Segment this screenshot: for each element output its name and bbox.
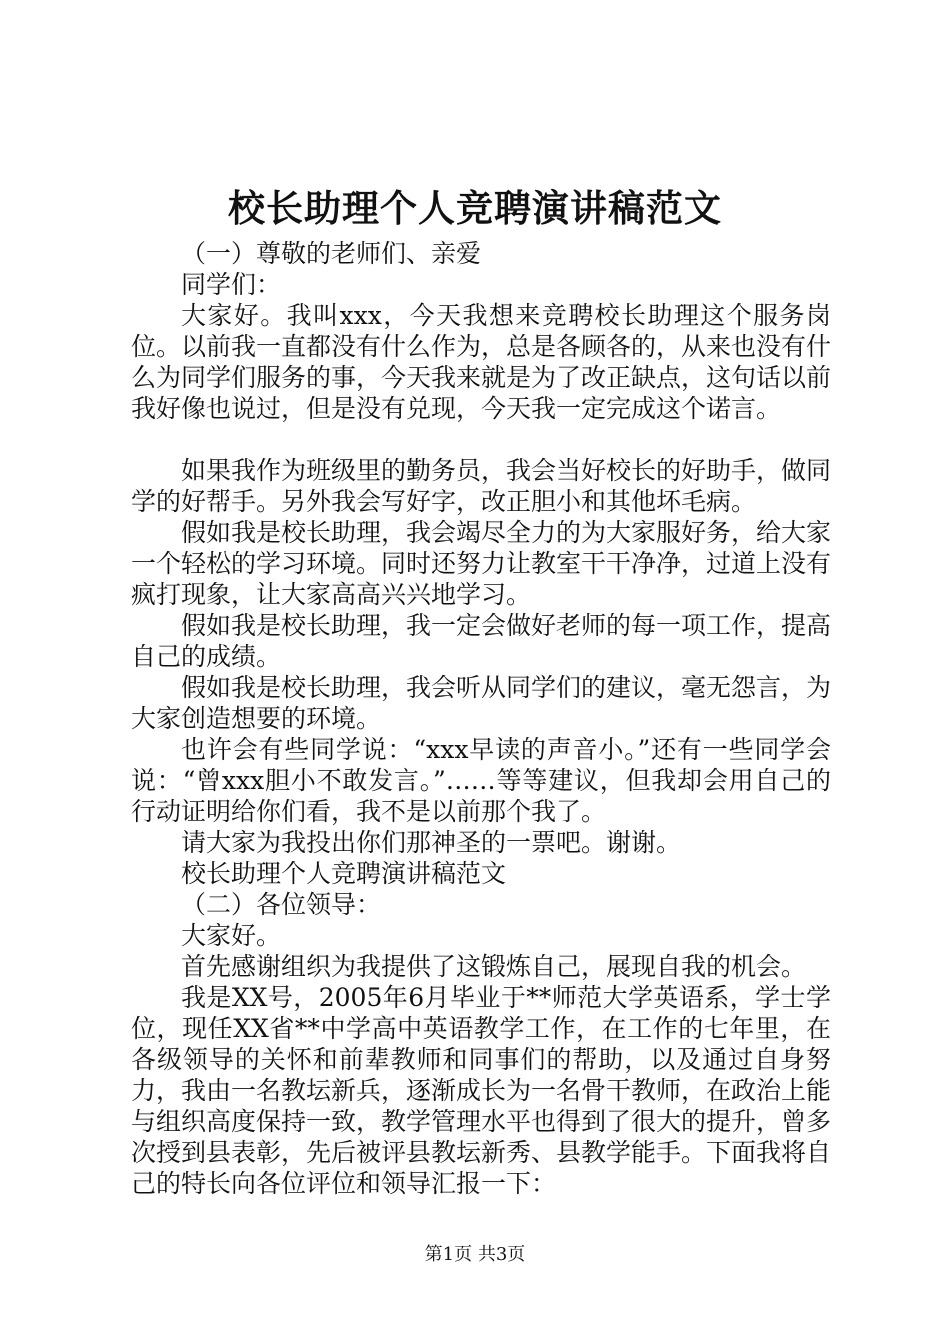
paragraph: 假如我是校长助理，我会竭尽全力的为大家服好务，给大家一个轻松的学习环境。同时还努力让教室干干净净，过道上没有疯打现象，让大家高高兴兴地学习。	[131, 518, 832, 609]
paragraph: 大家好。	[181, 921, 282, 950]
paragraph: 假如我是校长助理，我会听从同学们的建议，毫无怨言，为大家创造想要的环境。	[131, 673, 832, 733]
paragraph: 大家好。我叫xxx，今天我想来竞聘校长助理这个服务岗位。以前我一直都没有什么作为，总是各顾各的，从来也没有什么为同学们服务的事，今天我来就是为了改正缺点，这句话以前我好像也说过，但是没有兑现，今天我一定完成这个诺言。	[131, 301, 832, 423]
paragraph: 如果我作为班级里的勤务员，我会当好校长的好助手，做同学的好帮手。另外我会写好字，改正胆小和其他坏毛病。	[131, 456, 832, 516]
paragraph: （二）各位领导：	[181, 890, 382, 919]
paragraph: （一）尊敬的老师们、亲爱	[181, 239, 482, 268]
document-body	[131, 238, 831, 1199]
paragraph: 同学们：	[181, 270, 282, 299]
paragraph: 首先感谢组织为我提供了这锻炼自己，展现自我的机会。	[181, 952, 807, 981]
paragraph: 我是XX号，2005年6月毕业于**师范大学英语系，学士学位，现任XX省**中学高中英语教学工作，在工作的七年里，在各级领导的关怀和前辈教师和同事们的帮助，以及通过自身努力，我由一名教坛新兵，逐渐成长为一名骨干教师，在政治上能与组织高度保持一致，教学管理水平也得到了很大的提升，曾多次授到县表彰，先后被评县教坛新秀、县教学能手。下面我将自己的特长向各位评位和领导汇报一下：	[131, 983, 832, 1198]
page-footer: 第1页 共3页	[424, 1244, 526, 1265]
paragraph: 假如我是校长助理，我一定会做好老师的每一项工作，提高自己的成绩。	[131, 611, 832, 671]
paragraph: 也许会有些同学说：“xxx早读的声音小。”还有一些同学会说：“曾xxx胆小不敢发言。”……等等建议，但我却会用自己的行动证明给你们看，我不是以前那个我了。	[131, 735, 831, 826]
paragraph: 请大家为我投出你们那神圣的一票吧。谢谢。	[181, 828, 682, 857]
document-title: 校长助理个人竞聘演讲稿范文	[228, 186, 722, 230]
paragraph: 校长助理个人竞聘演讲稿范文	[181, 859, 507, 888]
